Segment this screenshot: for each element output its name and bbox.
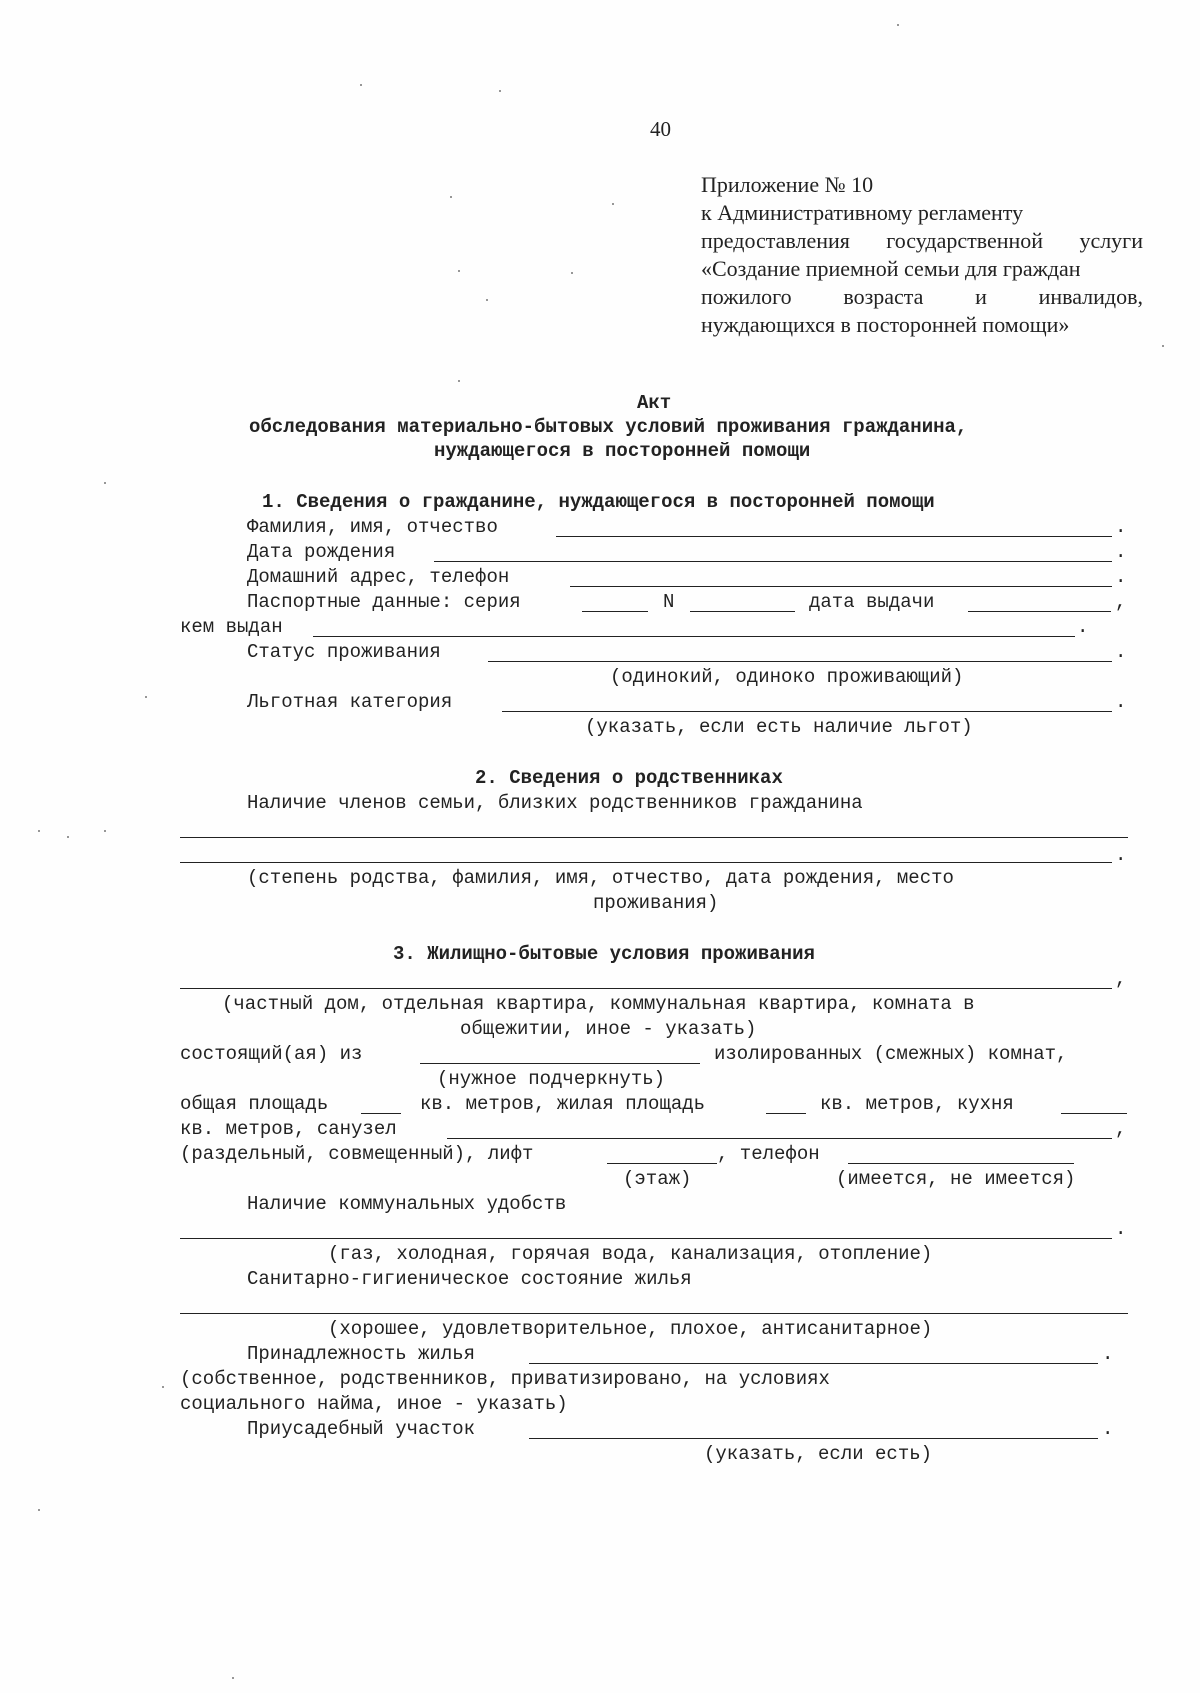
act-subtitle-line2: нуждающегося в посторонней помощи [434, 440, 811, 462]
passport-series-field[interactable] [582, 611, 648, 612]
scan-speck [162, 1386, 164, 1388]
passport-n-label: N [663, 591, 675, 613]
sanitary-label: Санитарно-гигиеническое состояние жилья [247, 1268, 692, 1290]
phone-hint: (имеется, не имеется) [836, 1168, 1076, 1190]
scan-speck [1162, 345, 1164, 347]
section1-heading: 1. Сведения о гражданине, нуждающегося в посторонней помощи [262, 491, 935, 513]
period: . [1115, 1218, 1127, 1240]
plot-field[interactable] [529, 1438, 1098, 1439]
period: . [1102, 1418, 1114, 1440]
act-subtitle-line1: обследования материально-бытовых условий проживания гражданина, [249, 416, 968, 438]
scan-speck [145, 696, 147, 698]
sanitary-field[interactable] [180, 1313, 1128, 1314]
period: . [1077, 616, 1089, 638]
benefit-label: Льготная категория [247, 691, 453, 713]
family-field-line1[interactable] [180, 837, 1128, 838]
appendix-line3-word: предоставления [701, 228, 850, 253]
passport-number-field[interactable] [690, 611, 795, 612]
status-label: Статус проживания [247, 641, 441, 663]
consisting-label: состоящий(ая) из [180, 1043, 363, 1065]
appendix-line5-word: инвалидов, [1038, 284, 1143, 309]
period: . [1115, 844, 1127, 866]
comma: , [1115, 591, 1127, 613]
issue-date-label: дата выдачи [809, 591, 935, 613]
period: . [1115, 691, 1127, 713]
passport-label: Паспортные данные: серия [247, 591, 521, 613]
issued-by-label: кем выдан [180, 616, 283, 638]
family-field-line2[interactable] [180, 862, 1112, 863]
phone-field[interactable] [848, 1163, 1074, 1164]
scan-speck [38, 830, 40, 832]
status-hint: (одинокий, одиноко проживающий) [610, 666, 964, 688]
section3-heading: 3. Жилищно-бытовые условия проживания [393, 943, 815, 965]
section2-heading: 2. Сведения о родственниках [475, 767, 783, 789]
period: . [1102, 1343, 1114, 1365]
rooms-label: изолированных (смежных) комнат, [714, 1043, 1068, 1065]
period: . [1115, 566, 1127, 588]
scan-speck [104, 830, 106, 832]
rooms-count-field[interactable] [420, 1063, 700, 1064]
scan-speck [486, 299, 488, 301]
family-hint-line2: проживания) [593, 892, 719, 914]
scan-speck [450, 196, 452, 198]
scan-speck [38, 1509, 40, 1511]
benefit-field[interactable] [502, 711, 1112, 712]
fio-label: Фамилия, имя, отчество [247, 516, 498, 538]
period: . [1115, 641, 1127, 663]
issue-date-field[interactable] [968, 611, 1111, 612]
appendix-line6: нуждающихся в посторонней помощи» [701, 312, 1070, 337]
appendix-line5 [701, 286, 1143, 308]
scan-speck [499, 90, 501, 92]
scan-speck [360, 84, 362, 86]
total-area-label: общая площадь [180, 1093, 329, 1115]
living-area-label: кв. метров, жилая площадь [420, 1093, 706, 1115]
plot-hint: (указать, если есть) [704, 1443, 933, 1465]
benefit-hint: (указать, если есть наличие льгот) [585, 716, 973, 738]
appendix-line2: к Административному регламенту [701, 200, 1024, 225]
issued-by-field[interactable] [313, 636, 1075, 637]
bathroom-label: кв. метров, санузел [180, 1118, 397, 1140]
dob-field[interactable] [434, 561, 1112, 562]
ownership-hint-line1: (собственное, родственников, приватизировано, на условиях [180, 1368, 830, 1390]
appendix-line3-word: услуги [1079, 228, 1143, 253]
ownership-field[interactable] [529, 1363, 1098, 1364]
comma: , [1115, 968, 1127, 990]
period: . [1115, 541, 1127, 563]
scan-speck [612, 203, 614, 205]
ownership-label: Принадлежность жилья [247, 1343, 476, 1365]
appendix-line4: «Создание приемной семьи для граждан [701, 256, 1081, 281]
fio-field[interactable] [556, 536, 1112, 537]
living-area-field[interactable] [766, 1113, 806, 1114]
scan-speck [458, 380, 460, 382]
period: . [1115, 516, 1127, 538]
utilities-hint: (газ, холодная, горячая вода, канализация, отопление) [328, 1243, 933, 1265]
housing-hint-line1: (частный дом, отдельная квартира, коммунальная квартира, комната в [222, 993, 975, 1015]
scan-speck [67, 836, 69, 838]
address-field[interactable] [570, 586, 1112, 587]
floor-hint: (этаж) [623, 1168, 692, 1190]
scan-speck [571, 272, 573, 274]
scan-speck [897, 24, 899, 26]
scan-speck [458, 270, 460, 272]
family-label: Наличие членов семьи, близких родственников гражданина [247, 792, 863, 814]
address-label: Домашний адрес, телефон [247, 566, 510, 588]
underline-hint: (нужное подчеркнуть) [437, 1068, 666, 1090]
plot-label: Приусадебный участок [247, 1418, 476, 1440]
elevator-field[interactable] [607, 1163, 717, 1164]
comma: , [1115, 1118, 1127, 1140]
utilities-label: Наличие коммунальных удобств [247, 1193, 567, 1215]
housing-type-field[interactable] [180, 988, 1112, 989]
scan-speck [232, 1677, 234, 1679]
phone-label: , телефон [717, 1143, 820, 1165]
kitchen-label: кв. метров, кухня [820, 1093, 1014, 1115]
dob-label: Дата рождения [247, 541, 396, 563]
kitchen-field[interactable] [1061, 1113, 1127, 1114]
scan-speck [104, 482, 106, 484]
appendix-number: Приложение № 10 [701, 172, 874, 197]
ownership-hint-line2: социального найма, иное - указать) [180, 1393, 568, 1415]
act-title: Акт [637, 392, 672, 414]
bath-type-label: (раздельный, совмещенный), лифт [180, 1143, 534, 1165]
appendix-line5-word: пожилого [701, 284, 792, 309]
appendix-line3 [701, 230, 1143, 252]
utilities-field[interactable] [180, 1238, 1112, 1239]
appendix-line3-word: государственной [886, 228, 1044, 253]
housing-hint-line2: общежитии, иное - указать) [460, 1018, 757, 1040]
page-number: 40 [650, 117, 671, 141]
status-field[interactable] [488, 661, 1112, 662]
family-hint-line1: (степень родства, фамилия, имя, отчество, дата рождения, место [247, 867, 954, 889]
sanitary-hint: (хорошее, удовлетворительное, плохое, антисанитарное) [328, 1318, 933, 1340]
bathroom-field[interactable] [447, 1138, 1112, 1139]
total-area-field[interactable] [361, 1113, 401, 1114]
appendix-line5-word: возраста [843, 284, 924, 309]
appendix-line5-word: и [975, 284, 987, 309]
